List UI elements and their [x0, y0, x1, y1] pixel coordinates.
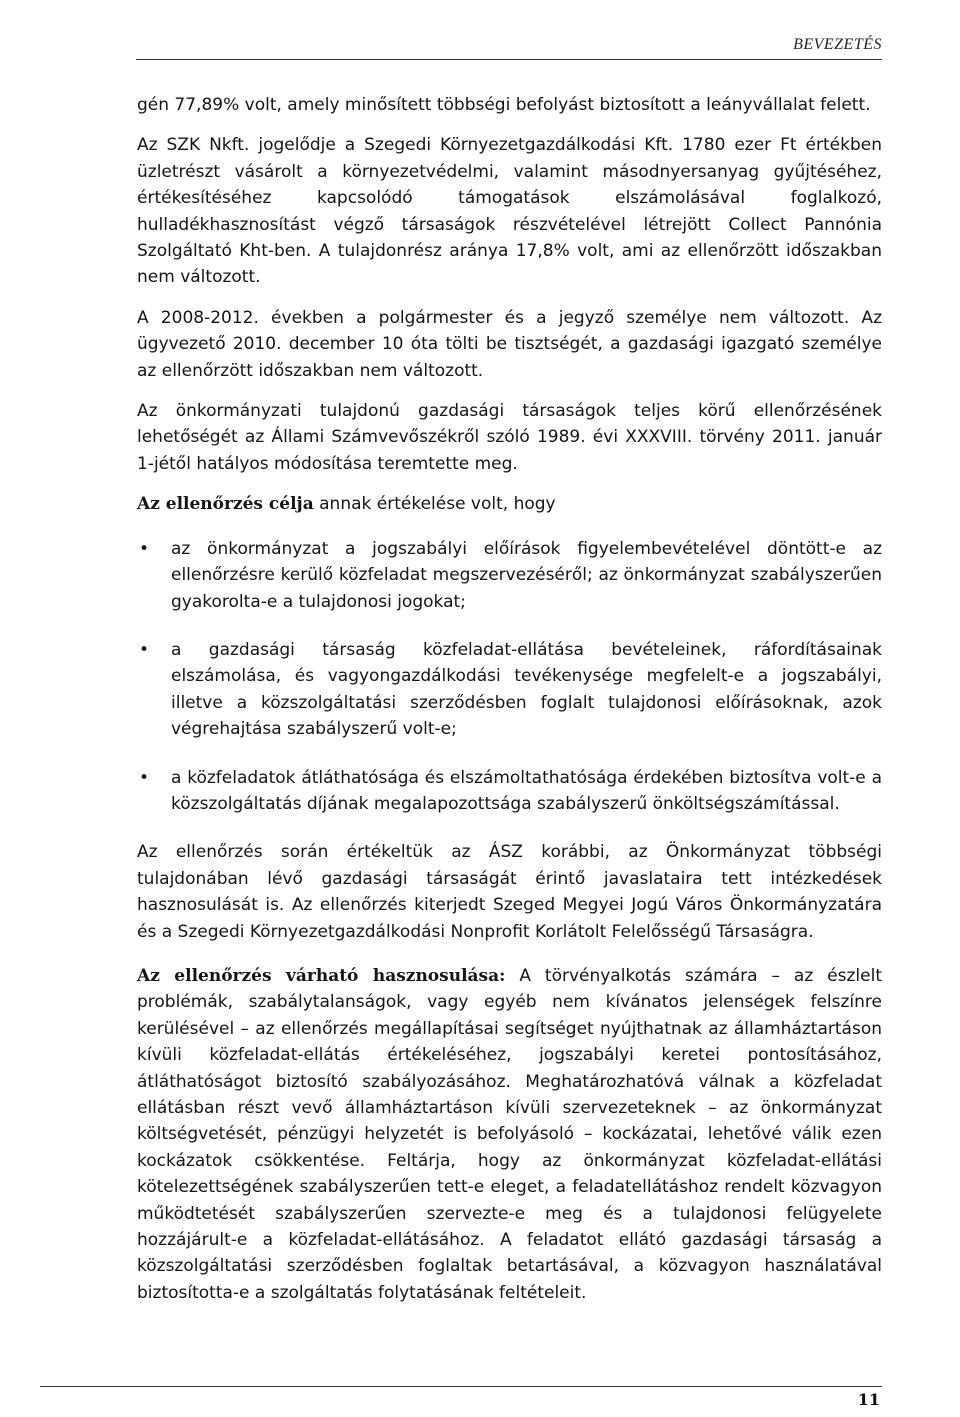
paragraph-leadership: A 2008-2012. években a polgármester és a jegyző személye nem változott. Az ügyvezető 2010. december 10 óta tölti be tisztségét, a gazdasági igazgató személye az ellenőrzött időszakban nem változott.	[137, 307, 882, 381]
paragraph-evaluation: Az ellenőrzés során értékeltük az ÁSZ korábbi, az Önkormányzat többségi tulajdonában lévő gazdasági társaságát érintő javaslataira tett intézkedések hasznosulását is. Az ellenőrzés kiterjedt Szeged Megyei Jogú Város Önkormányzatára és a Szegedi Környezetgazdálkodási Nonprofit Korlátolt Felelősségű Társaságra.	[137, 842, 882, 942]
list-item	[137, 637, 882, 743]
bullet-icon: •	[139, 767, 150, 788]
paragraph-audit-goal	[137, 491, 882, 517]
page-number: 11	[857, 1390, 880, 1409]
expected-benefit-heading: Az ellenőrzés várható hasznosulása:	[137, 965, 506, 986]
audit-goal-text: annak értékelése volt, hogy	[313, 494, 556, 515]
running-header: BEVEZETÉS	[793, 36, 882, 53]
list-item-text: a gazdasági társaság közfeladat-ellátása bevételeinek, ráfordításainak elszámolása, és vagyongazdálkodási tevékenysége megfelelt-e a jogszabályi, illetve a közszolgáltatási szerződésben foglalt tulajdonosi előírásoknak, azok végrehajtása szabályszerű volt-e;	[171, 639, 882, 740]
list-item-text: az önkormányzat a jogszabályi előírások figyelembevételével döntött-e az ellenőrzésre kerülő közfeladat megszervezéséről; az önkormányzat szabályszerűen gyakorolta-e a tulajdonosi jogokat;	[171, 538, 882, 612]
list-item-text: a közfeladatok átláthatósága és elszámoltathatósága érdekében biztosítva volt-e a közszolgáltatás díjának megalapozottsága szabályszerű önköltségszámítással.	[171, 767, 882, 814]
expected-benefit-text: A törvényalkotás számára – az észlelt problémák, szabálytalanságok, vagy egyéb nem kívánatos jelenségek felszínre kerülésével – az ellenőrzés megállapításai segítséget nyújthatnak az államháztartáson kívüli közfeladat-ellátás értékeléséhez, jogszabályi keretei pontosításához, átláthatóságot biztosító szabályozásához. Meghatározhatóvá válnak a közfeladat ellátásban részt vevő államháztartáson kívüli szervezeteknek – az önkormányzat költségvetését, pénzügyi helyzetét is befolyásoló – kockázatai, lehetővé válik ezen kockázatok csökkentése. Feltárja, hogy az önkormányzat közfeladat-ellátási kötelezettségének szabályszerűen tett-e eleget, a feladatellátáshoz rendelt közvagyon működtetését szabályszerűen szervezte-e meg és a tulajdonosi felügyelete hozzájárult-e a közfeladat-ellátásához. A feladatot ellátó gazdasági társaság a közszolgáltatási szerződésben foglaltak betartásával, a közvagyon használatával biztosította-e a szolgáltatás folytatásának feltételeit.	[137, 965, 882, 1303]
audit-goal-heading: Az ellenőrzés célja	[137, 494, 314, 515]
bullet-icon: •	[139, 538, 150, 559]
paragraph-legal-basis: Az önkormányzati tulajdonú gazdasági társaságok teljes körű ellenőrzésének lehetőségét az Állami Számvevőszékről szóló 1989. évi XXXVIII. törvény 2011. január 1-jétől hatályos módosítása teremtette meg.	[137, 401, 882, 474]
footer-divider	[40, 1386, 882, 1387]
paragraph-szk-history: Az SZK Nkft. jogelődje a Szegedi Környezetgazdálkodási Kft. 1780 ezer Ft értékben üzletrészt vásárolt a környezetvédelmi, valamint másodnyersanyag gyűjtéséhez, értékesítéséhez kapcsolódó támogatások elszámolásával foglalkozó, hulladékhasznosítást végző társaságok részvételével létrejött Collect Pannónia Szolgáltató Kht-ben. A tulajdonrész aránya 17,8% volt, ami az ellenőrzött időszakban nem változott.	[137, 135, 882, 288]
paragraph-expected-benefit	[137, 963, 882, 1306]
audit-goal-list	[137, 536, 882, 818]
list-item	[137, 536, 882, 615]
paragraph-continuation: gén 77,89% volt, amely minősített többségi befolyást biztosított a leányvállalat felett.	[137, 95, 871, 115]
header-divider	[136, 59, 882, 60]
body-text	[137, 92, 882, 1324]
bullet-icon: •	[139, 639, 150, 660]
list-item	[137, 765, 882, 818]
